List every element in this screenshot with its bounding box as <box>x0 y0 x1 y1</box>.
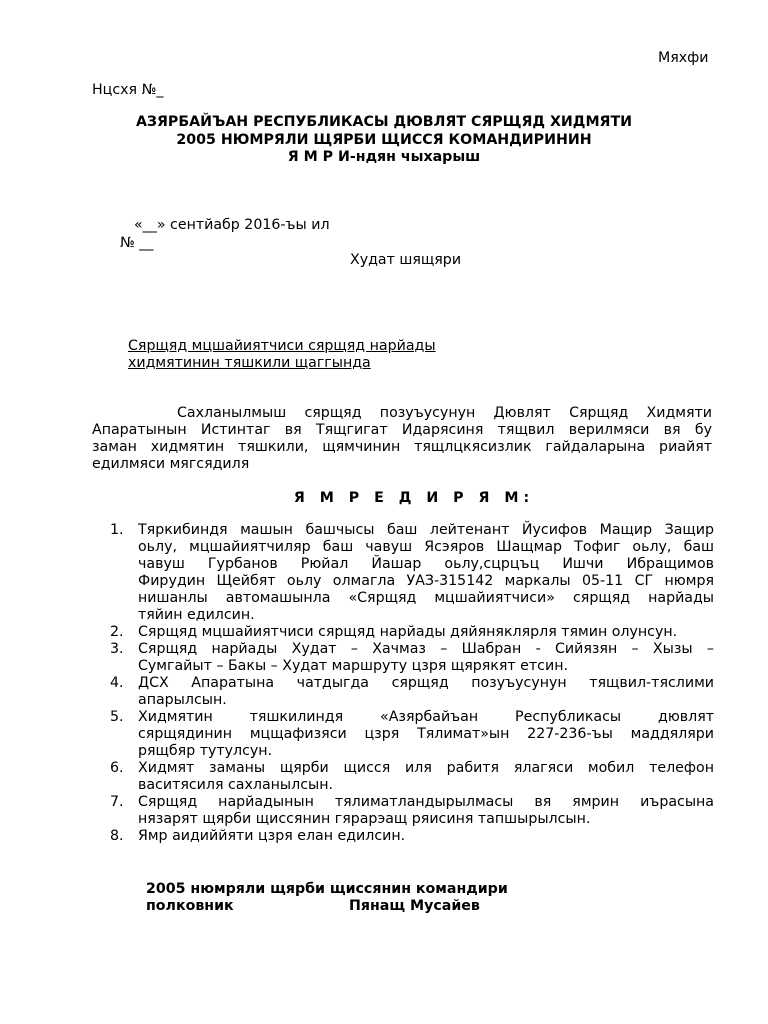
list-item <box>110 794 714 828</box>
item-line: Сумгайыт – Бакы – Худат маршруту цзря щярякят етсин. <box>138 658 568 674</box>
copy-number: Нцсхя №_ <box>92 82 164 98</box>
item-line: Сярщяд нарйады Худат – Хачмаз – Шабран - Сийязян – Хызы – <box>138 641 714 657</box>
item-line: Хидмят заманы щярби щисся иля рабитя ялагяси мобил телефон <box>138 760 714 776</box>
subject-line-1: Сярщяд мцшайиятчиси сярщяд нарйады <box>128 338 436 354</box>
order-place: Худат шящяри <box>350 252 462 268</box>
item-line: Тяркибиндя машын башчысы баш лейтенант Йусифов Мащир Защир <box>138 522 714 538</box>
order-date: «__» сентйабр 2016-ъы ил <box>134 217 330 233</box>
list-item <box>110 709 714 760</box>
item-line: чавуш Гурбанов Рюйал Йашар оьлу,сцрцъц Ишчи Ибращимов <box>138 556 714 572</box>
title-line-3: Я М Р И-ндян чыхарыш <box>287 149 481 165</box>
item-line: васитясиля сахланылсын. <box>138 777 333 793</box>
item-number: 5. <box>110 709 124 725</box>
item-number: 3. <box>110 641 124 657</box>
intro-line-3: заман хидмятин тяшкили, щямчинин тящлцкясизлик гайдаларына риайят <box>92 439 712 455</box>
order-heading: Я М Р Е Д И Р Я М: <box>293 490 535 506</box>
item-line: Хидмятин тяшкилиндя «Азярбайъан Республикасы дювлят <box>138 709 714 725</box>
item-line: Фирудин Щейбят оьлу олмагла УАЗ-315142 маркалы 05-11 СГ нюмря <box>138 573 714 589</box>
intro-paragraph <box>92 405 712 473</box>
item-number: 8. <box>110 828 124 844</box>
title-line-1: АЗЯРБАЙЪАН РЕСПУБЛИКАСЫ ДЮВЛЯТ СЯРЩЯД ХИДМЯТИ <box>135 114 633 130</box>
intro-line-1: Сахланылмыш сярщяд позуъусунун Дювлят Сярщяд Хидмяти <box>177 405 712 421</box>
item-line: Ямр аидиййяти цзря елан едилсин. <box>138 828 406 844</box>
subject-line-2: хидмятинин тяшкили щаггында <box>128 355 371 371</box>
list-item <box>110 522 714 624</box>
list-item <box>110 675 714 709</box>
intro-line-4: едилмяси мягсядиля <box>92 456 250 472</box>
list-item <box>110 641 714 675</box>
intro-line-2: Апаратынын Истинтаг вя Тящгигат Идарясиня тящвил верилмяси вя бу <box>92 422 712 438</box>
title-line-2: 2005 НЮМРЯЛИ ЩЯРБИ ЩИССЯ КОМАНДИРИНИН <box>176 132 592 148</box>
item-line: нязарят щярби щиссянин гярарэащ ряисиня тапшырылсын. <box>138 811 591 827</box>
item-number: 2. <box>110 624 124 640</box>
signature-rank: полковник <box>146 898 234 914</box>
signature-name: Пянащ Мусайев <box>349 898 480 914</box>
order-number: № __ <box>120 235 154 251</box>
item-number: 4. <box>110 675 124 691</box>
signature-title: 2005 нюмряли щярби щиссянин командири <box>146 881 508 897</box>
item-line: оьлу, мцшайиятчиляр баш чавуш Ясэяров Шащмар Тофиг оьлу, баш <box>138 539 714 555</box>
list-item <box>110 760 714 794</box>
classification-label: Мяхфи <box>658 50 709 66</box>
item-line: Сярщяд мцшайиятчиси сярщяд нарйады дяйяняклярля тямин олунсун. <box>138 624 678 640</box>
list-item <box>110 828 714 845</box>
item-line: ДСХ Апаратына чатдыгда сярщяд позуъусунун тящвил-тяслими <box>138 675 714 691</box>
item-line: апарылсын. <box>138 692 227 708</box>
item-line: Сярщяд нарйадынын тялиматландырылмасы вя ямрин иърасына <box>138 794 714 810</box>
item-line: сярщядинин мцщафизяси цзря Тялимат»ын 227-236-ъы маддяляри <box>138 726 714 742</box>
item-line: тяйин едилсин. <box>138 607 255 623</box>
item-number: 1. <box>110 522 124 538</box>
item-number: 7. <box>110 794 124 810</box>
item-line: нишанлы автомашынла «Сярщяд мцшайиятчиси» сярщяд нарйады <box>138 590 714 606</box>
item-line: рящбяр тутулсун. <box>138 743 273 759</box>
item-number: 6. <box>110 760 124 776</box>
order-subject <box>128 338 436 372</box>
order-items <box>110 522 714 845</box>
list-item <box>110 624 714 641</box>
